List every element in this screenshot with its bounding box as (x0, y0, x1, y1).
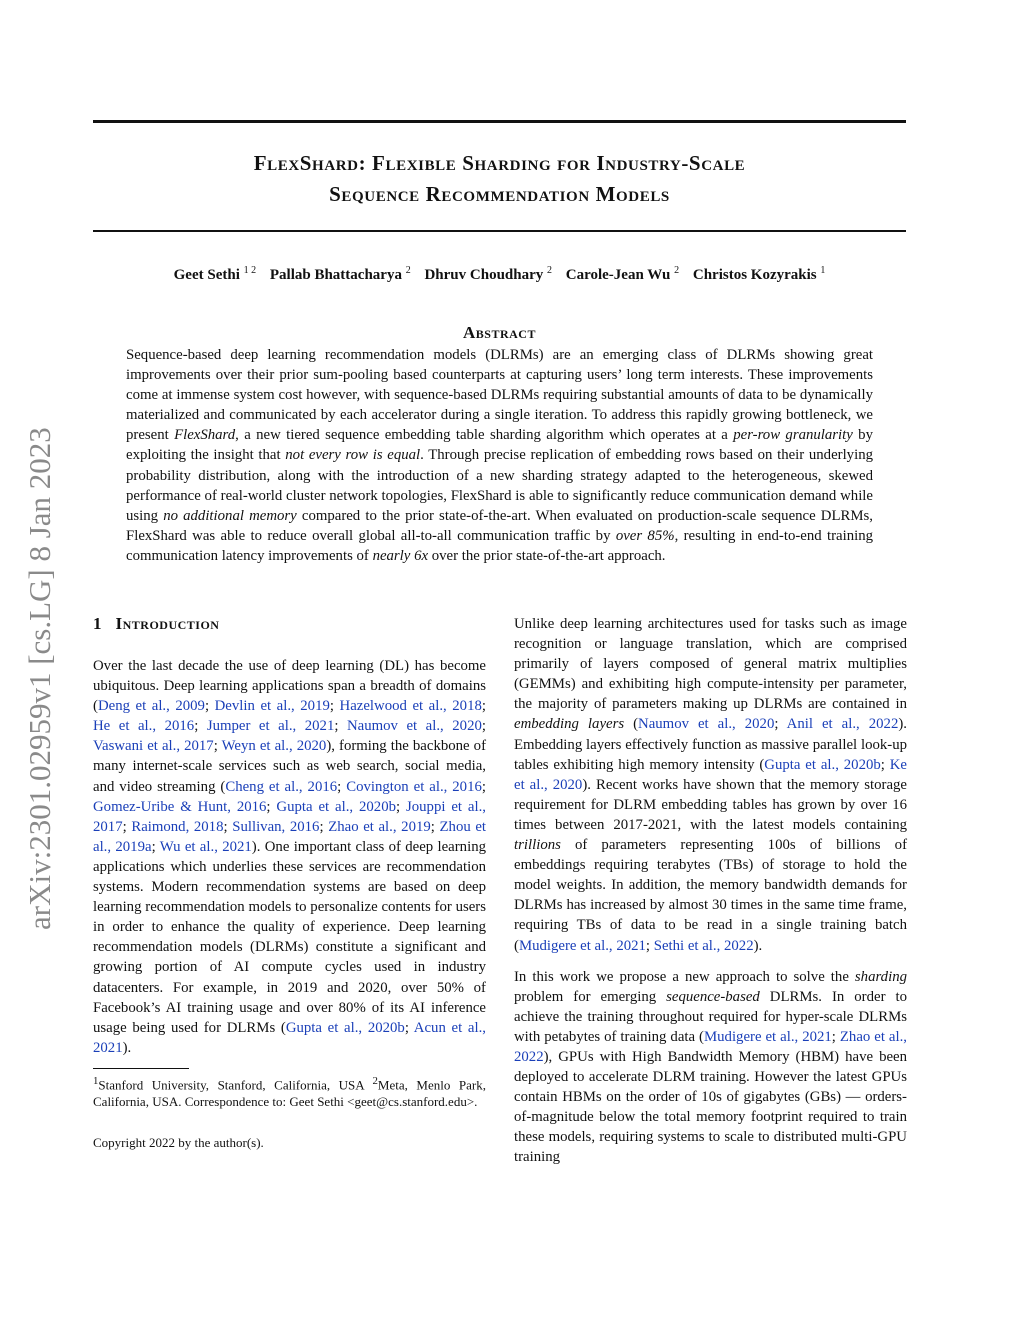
citation-link[interactable]: Mudigere et al., 2021 (703, 1028, 832, 1045)
author: Pallab Bhattacharya $^2$ (269, 265, 411, 283)
citation-link[interactable]: Zhao et al., 2019 (328, 818, 431, 835)
affiliation-footnote: $^1$Stanford University, Stanford, California, USA $^2$Meta, Menlo Park, California, USA. Correspondence to: Geet Sethi <geet@cs.stanford.edu>. (93, 1074, 487, 1110)
section-number: 1 (93, 614, 102, 633)
body-text: ; (481, 698, 487, 715)
section-title: Introduction (115, 614, 220, 633)
author: Geet Sethi $^{1 2}$ (173, 265, 257, 283)
citation-link[interactable]: Acun et al., 2021 (93, 1019, 486, 1056)
body-text: ; (266, 798, 277, 815)
citation-link[interactable]: Anil et al., 2022 (786, 716, 899, 733)
body-text: ). (122, 1039, 132, 1056)
abstract-heading: Abstract (463, 323, 536, 342)
citation-link[interactable]: Deng et al., 2009 (97, 698, 205, 715)
citation-link[interactable]: Jouppi et al., 2017 (93, 798, 486, 835)
body-text: ; (329, 698, 340, 715)
body-text: Over the last decade the use of deep learning (DL) has become ubiquitous. Deep learning applications span a breadth of domains ( (93, 658, 486, 715)
body-text: DLRMs. In order to achieve the training throughout required for hyper-scale DLRMs with petabytes of training data ( (514, 988, 907, 1045)
citation-link[interactable]: Gomez-Uribe & Hunt, 2016 (93, 798, 267, 815)
body-text: ; (774, 716, 787, 733)
citation-link[interactable]: Cheng et al., 2016 (225, 778, 338, 795)
body-text: ; (319, 818, 329, 835)
citation-link[interactable]: Raimond, 2018 (131, 818, 224, 835)
citation-link[interactable]: Ke et al., 2020 (514, 756, 907, 793)
copyright-notice: Copyright 2022 by the author(s). (93, 1135, 264, 1151)
body-text: Unlike deep learning architectures used for tasks such as image recognition or language translation, which are comprised primarily of layers composed of general matrix multiplies (GEMMs) and exhibiting high compute-intensity per parameter, the majority of parameters making up DLRMs are contained in (514, 616, 907, 713)
citation-link[interactable]: Hazelwood et al., 2018 (339, 698, 482, 715)
citation-link[interactable]: Vaswani et al., 2017 (93, 738, 214, 755)
citation-link[interactable]: Sethi et al., 2022 (653, 937, 754, 954)
body-text: ; (122, 818, 132, 835)
body-text: ; (334, 718, 347, 735)
right-column (514, 614, 907, 1168)
body-text: ; (880, 756, 890, 773)
body-text: ). Recent works have shown that the memory storage requirement for DLRM embedding tables has grown by over 16 times between 2017-2021, with the latest models containing (514, 776, 907, 833)
body-text: ; (194, 718, 207, 735)
citation-link[interactable]: He et al., 2016 (93, 718, 195, 735)
title-rule-top (93, 120, 906, 123)
intro-paragraph-1 (93, 656, 486, 1058)
citation-link[interactable]: Mudigere et al., 2021 (518, 937, 646, 954)
body-text: ; (204, 698, 215, 715)
citation-link[interactable]: Sullivan, 2016 (232, 818, 320, 835)
title-rule-bottom (93, 230, 906, 232)
body-text: ( (624, 716, 639, 733)
abstract-text: Sequence-based deep learning recommendation models (DLRMs) are an emerging class of DLRMs showing great improvements over their prior sum-pooling based counterparts at capturing users’ long term interests. These improvements come at immense system cost however, with sequence-based DLRMs requiring substantial amounts of data to be dynamically materialized and communicated by each accelerator during a single iteration. To address this rapidly growing bottleneck, we present FlexShard, a new tiered sequence embedding table sharding algorithm which operates at a per-row granularity by exploiting the insight that not every row is equal. Through precise replication of embedding rows based on their underlying probability distribution, along with the introduction of a new sharding strategy adapted to the heterogeneous, skewed performance of real-world cluster network topologies, FlexShard is able to significantly reduce communication demand while using no additional memory compared to the prior state-of-the-art. When evaluated on production-scale sequence DLRMs, FlexShard was able to reduce overall global all-to-all communication traffic by over 85%, resulting in end-to-end training communication latency improvements of nearly 6x over the prior state-of-the-art approach. (126, 347, 873, 564)
body-text: ; (645, 937, 654, 954)
emphasis-text: sharding (854, 968, 907, 985)
body-text: ; (831, 1028, 840, 1045)
author-list (93, 265, 906, 284)
citation-link[interactable]: Wu et al., 2021 (159, 838, 252, 855)
body-text: ), GPUs with High Bandwidth Memory (HBM) have been deployed to accelerate DLRM training. However the latest GPUs contain HBMs on the order of 10s of gigabytes (GBs) — orders-of-magnitude below the total memory footprint required to train these models, requiring systems to scale to distributed multi-GPU training (514, 1048, 907, 1166)
intro-paragraph-3 (514, 967, 907, 1168)
intro-paragraph-2 (514, 614, 907, 956)
paper-title (93, 148, 906, 210)
citation-link[interactable]: Gupta et al., 2020b (285, 1019, 405, 1036)
emphasis-text: sequence-based (666, 988, 760, 1005)
citation-link[interactable]: Zhou et al., 2019a (93, 818, 487, 855)
left-column (93, 612, 486, 1151)
body-text: ; (481, 718, 487, 735)
body-text: ). (753, 937, 763, 954)
section-heading (93, 612, 486, 636)
title-line-1: FlexShard: Flexible Sharding for Industry-Scale (253, 151, 746, 175)
footnote-rule (93, 1068, 189, 1069)
body-text: ), forming the backbone of many internet-scale services such as web search, social media, and video streaming ( (93, 738, 486, 795)
body-text: ; (404, 1019, 414, 1036)
body-text: problem for emerging (514, 988, 667, 1005)
citation-link[interactable]: Devlin et al., 2019 (214, 698, 330, 715)
emphasis-text: trillions (514, 837, 561, 854)
citation-link[interactable]: Zhao et al., 2022 (514, 1028, 907, 1065)
citation-link[interactable]: Weyn et al., 2020 (221, 738, 327, 755)
citation-link[interactable]: Jumper et al., 2021 (206, 718, 335, 735)
body-text: ; (151, 838, 160, 855)
citation-link[interactable]: Gupta et al., 2020b (276, 798, 396, 815)
body-text: of parameters representing 100s of billions of embeddings requiring terabytes (TBs) of storage to hold the model weights. In addition, the memory bandwidth demands for DLRMs has increased by almost 30 times in the same time frame, requiring TBs of data to be read in a single training batch ( (514, 837, 907, 954)
citation-link[interactable]: Naumov et al., 2020 (638, 716, 775, 733)
body-text: ). One important class of deep learning applications which underlies these services are recommendation systems. Modern recommendation systems are based on deep learning recommendation models to personalize contents for users in order to enhance the quality of experience. Deep learning recommendation models (DLRMs) constitute a significant and growing portion of AI compute cycles used in industry datacenters. For example, in 2019 and 2020, over 50% of Facebook’s AI training usage and over 80% of its AI inference usage being used for DLRMs ( (93, 838, 486, 1036)
citation-link[interactable]: Naumov et al., 2020 (346, 718, 482, 735)
citation-link[interactable]: Covington et al., 2016 (346, 778, 482, 795)
body-text: ). Embedding layers effectively function as massive parallel look-up tables exhibiting high memory intensity ( (514, 716, 907, 773)
arxiv-stamp: arXiv:2301.02959v1 [cs.LG] 8 Jan 2023 (22, 427, 57, 930)
body-text: ; (481, 778, 486, 795)
title-line-2: Sequence Recommendation Models (329, 182, 670, 206)
body-text: ; (213, 738, 222, 755)
emphasis-text: embedding layers (514, 716, 625, 733)
body-text: ; (337, 778, 347, 795)
body-text: ; (396, 798, 406, 815)
author: Carole-Jean Wu $^2$ (565, 265, 680, 283)
author: Dhruv Choudhary $^2$ (424, 265, 553, 283)
citation-link[interactable]: Gupta et al., 2020b (764, 756, 881, 773)
body-text: ; (430, 818, 440, 835)
body-text: In this work we propose a new approach to solve the (514, 968, 855, 985)
author: Christos Kozyrakis $^1$ (692, 265, 826, 283)
body-text: ; (223, 818, 233, 835)
